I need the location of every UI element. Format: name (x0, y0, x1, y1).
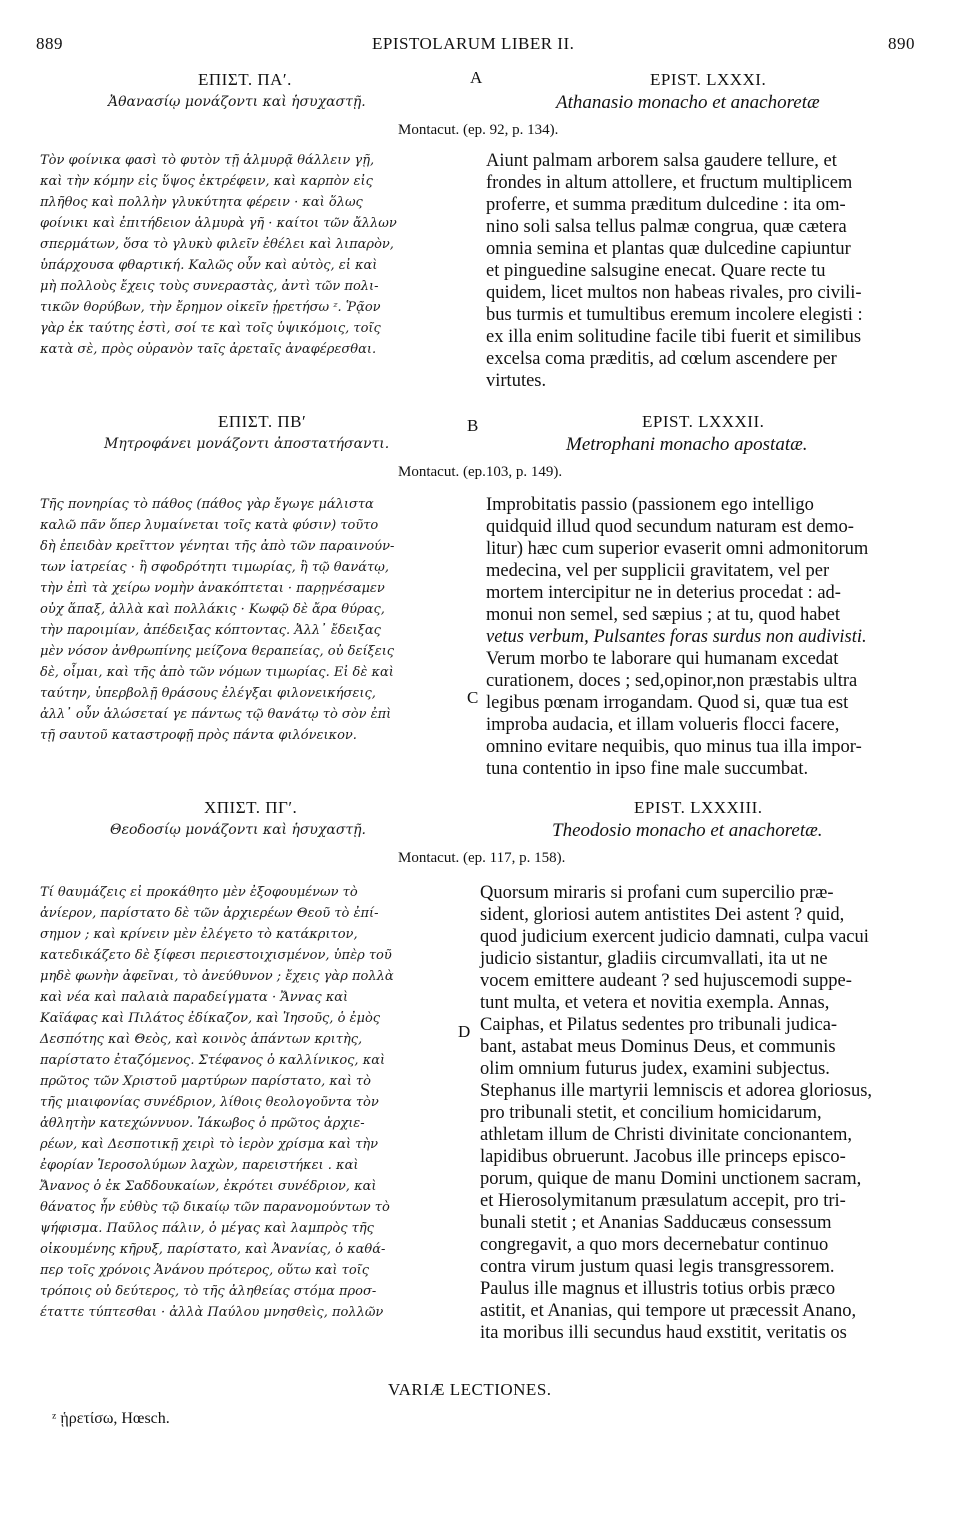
greek-line: τῇ σαυτοῦ καταστροφῇ πρὸς πάντα φιλόνεικον. (40, 728, 357, 743)
greek-line: φοίνικι καὶ ἐπιτήδειον ἁλμυρὰ γῆ · καίτοι τῶν ἄλλων (40, 216, 397, 231)
greek-line: παρίστατο ἐταζόμενος. Στέφανος ὁ καλλίνικος, καὶ (40, 1053, 386, 1068)
greek-line: δὴ ἐπειδὰν κρεῖττον γένηται τῆς ἀπὸ τῶν παραινούν- (40, 539, 395, 554)
latin-line: congregavit, a quo mors decernebatur continuo (480, 1235, 829, 1255)
latin-line: quidquid illud quod secundum naturam est demo- (486, 517, 854, 537)
latin-epistle-83-title: EPIST. LXXXIII. (634, 798, 763, 817)
greek-epistle-82-title: ΕΠΙΣΤ. ΠΒʹ (218, 412, 307, 431)
greek-line: πλῆθος καὶ πολλὴν γλυκύτητα φέρειν · καὶ ὅλως (40, 195, 363, 210)
latin-line: porum, quique de manu Domini unctionem sacram, (480, 1169, 862, 1189)
greek-line: καλῶ πᾶν ὅπερ λυμαίνεται τοῖς κατὰ φύσιν) τοῦτο (40, 518, 379, 533)
latin-epistle-82-title: EPIST. LXXXII. (642, 412, 765, 431)
latin-line: virtutes. (486, 371, 547, 391)
latin-line: pro tribunali stetit, et concilium homicidarum, (480, 1103, 822, 1123)
margin-letter-c: C (467, 688, 479, 707)
variant-reading-note: ᶻ ᾑρετίσω, Hœsch. (52, 1410, 170, 1427)
greek-line: των ἰατρείας · ἢ σφοδρότητι τιμωρίας, ἢ τῷ θανάτῳ, (40, 560, 389, 575)
greek-line: τρόποις οὐ δεύτερος, τὸ τῆς ἀληθείας στόμα προσ- (40, 1284, 377, 1299)
greek-line: τὴν παροιμίαν, ἀπέδειξας κόπτοντας. Ἀλλ᾽ ἔδειξας (40, 623, 381, 638)
latin-line: Verum morbo te laborare qui humanam excedat (486, 649, 839, 669)
latin-line: excelsa coma præditis, ad cœlum ascendere per (486, 349, 837, 369)
margin-letter-b: B (467, 416, 479, 435)
greek-line: κατὰ σὲ, πρὸς οὐρανὸν ταῖς ἀρεταῖς ἀναφέρεσθαι. (40, 342, 377, 357)
greek-line: ἀλλ᾽ οὖν ἁλώσεταί γε πάντως τῷ θανάτῳ τὸ σὸν ἐπὶ (40, 707, 392, 722)
greek-line: ψήφισμα. Παῦλος πάλιν, ὁ μέγας καὶ λαμπρὸς τῆς (40, 1221, 374, 1236)
greek-line: μηδὲ φωνὴν ἀφεῖναι, τὸ ἀνεύθυνον ; ἔχεις γὰρ πολλὰ (40, 969, 394, 984)
latin-line: judicio sistantur, gladiis circumvallati, ita ut ne (480, 949, 828, 969)
greek-epistle-83-addressee: Θεοδοσίῳ μονάζοντι καὶ ἡσυχαστῇ. (110, 822, 366, 838)
latin-line: frondes in altum attollere, et fructum multiplicem (486, 173, 853, 193)
latin-line: vetus verbum, Pulsantes foras surdus non audivisti. (486, 627, 867, 647)
greek-line: Τί θαυμάζεις εἰ προκάθητο μὲν ἐξοφουμένων τὸ (40, 885, 358, 900)
latin-line: contra virum justum quasi legis transgressorem. (480, 1257, 835, 1277)
latin-line: vocem emittere audeant ? sed hujuscemodi suppe- (480, 971, 852, 991)
latin-line: proferre, et summa præditum dulcedine : ita om- (486, 195, 846, 215)
greek-line: ἀθλητὴν κατεχώννυον. Ἰάκωβος ὁ πρῶτος ἀρχιε- (40, 1116, 365, 1131)
greek-epistle-83-text (40, 882, 460, 1323)
greek-line: δὲ, οἶμαι, καὶ τῆς ἀπὸ τῶν νόμων τιμωρίας. Εἰ δὲ καὶ (40, 665, 394, 680)
page-number-left: 889 (36, 34, 63, 53)
greek-epistle-82-text (40, 494, 460, 746)
latin-line: curationem, doces ; sed,opinor,non præstabis ultra (486, 671, 858, 691)
latin-line: quidem, licet multos non habeas rivales, pro civili- (486, 283, 862, 303)
latin-line: litur) hæc cum superior evaserit omni admonitorum (486, 539, 869, 559)
latin-epistle-82-text (486, 494, 926, 780)
latin-epistle-81-title: EPIST. LXXXI. (650, 70, 767, 89)
greek-line: Τῆς πονηρίας τὸ πάθος (πάθος γὰρ ἔγωγε μάλιστα (40, 497, 374, 512)
greek-line: Ἄνανος ὁ ἐκ Σαδδουκαίων, ἐκρότει συνέδριον, καὶ (40, 1179, 377, 1194)
greek-line: κατεδικάζετο δὲ ξίφεσι περιεστοιχισμένον, ὑπὲρ τοῦ (40, 948, 392, 963)
latin-line: bus turmis et tumultibus eremum incolere elegisti : (486, 305, 863, 325)
latin-line: Aiunt palmam arborem salsa gaudere tellure, et (486, 151, 837, 171)
latin-line: ex illa enim solitudine facile tibi fuerit et similibus (486, 327, 862, 347)
latin-line: ita moribus illi secundus haud exstitit, veritatis os (480, 1323, 847, 1343)
greek-line: τῆς μιαιφονίας συνέδριον, λίθοις θεολογοῦντα τὸν (40, 1095, 379, 1110)
latin-line: Caiphas, et Pilatus sedentes pro tribunali judica- (480, 1015, 838, 1035)
latin-line: monui non semel, sed sæpius ; at tu, quod habet (486, 605, 841, 625)
greek-line: ταύτην, ὑπερβολῇ θράσους ἐλέγξαι φιλονεικήσεις, (40, 686, 376, 701)
latin-line: legibus pœnam irrogandam. Quod si, quæ tua est (486, 693, 849, 713)
greek-line: καὶ νέα καὶ παλαιὰ παραδείγματα · Ἄννας καὶ (40, 990, 349, 1005)
greek-line: μὲν νόσον ἀνθρωπίνης μείζονα θεραπείας, οὐ δείξεις (40, 644, 395, 659)
latin-line: medecina, vel per supplicii gravitatem, vel per (486, 561, 830, 581)
latin-line: omnia semina et plantas quæ dulcedine capiuntur (486, 239, 851, 259)
greek-epistle-81-text (40, 150, 460, 360)
latin-epistle-83-addressee: Theodosio monacho et anachoretæ. (552, 820, 823, 841)
latin-epistle-81-text (486, 150, 926, 392)
margin-letter-d: D (458, 1022, 471, 1041)
greek-line: ἐφορίαν Ἱεροσολύμων λαχὼν, παρειστήκει . καὶ (40, 1158, 359, 1173)
latin-line: olim omnium futurus judex, examini subjectus. (480, 1059, 830, 1079)
latin-line: bunali stetit ; et Ananias Sadducæus consessum (480, 1213, 832, 1233)
greek-line: πρῶτος τῶν Χριστοῦ μαρτύρων παρίστατο, καὶ τὸ (40, 1074, 371, 1089)
greek-line: Τὸν φοίνικα φασὶ τὸ φυτὸν τῇ ἁλμυρᾷ θάλλειν γῇ, (40, 153, 375, 168)
latin-epistle-82-addressee: Metrophani monacho apostatæ. (566, 434, 808, 455)
latin-line: et pinguedine salsugine enecat. Quare recte tu (486, 261, 826, 281)
greek-epistle-81-title: ΕΠΙΣΤ. ΠΑʹ. (198, 70, 292, 89)
greek-epistle-81-addressee: Ἀθανασίῳ μονάζοντι καὶ ἡσυχαστῇ. (108, 94, 366, 110)
epistle-83-source: Montacut. (ep. 117, p. 158). (398, 850, 566, 866)
epistle-82-source: Montacut. (ep.103, p. 149). (398, 464, 563, 480)
greek-line: μὴ πολλοὺς ἔχεις τοὺς συνεραστὰς, ἀντὶ τῶν πολι- (40, 279, 379, 294)
latin-line: athletam illum de Christi divinitate concionantem, (480, 1125, 852, 1145)
greek-line: γὰρ ἐκ ταύτης ἐστὶ, σοί τε καὶ τοῖς ὑψικόμοις, τοῖς (40, 321, 381, 336)
latin-line: improba audacia, et illam volueris flocci facere, (486, 715, 840, 735)
latin-line: mortem intercipitur ne in deterius procedat : ad- (486, 583, 841, 603)
greek-line: θάνατος ἦν εὐθὺς τῷ δικαίῳ τῶν παρανομούντων τὸ (40, 1200, 390, 1215)
latin-line: astitit, et Ananias, qui tempore ut præcessit Anano, (480, 1301, 857, 1321)
latin-line: lapidibus obruerunt. Jacobus ille princeps episco- (480, 1147, 846, 1167)
greek-line: Δεσπότης καὶ Θεὸς, καὶ κοινὸς ἁπάντων κριτὴς, (40, 1032, 363, 1047)
margin-letter-a: A (470, 68, 483, 87)
latin-line: Paulus ille magnus et illustris totius orbis præco (480, 1279, 836, 1299)
greek-line: τὴν ἐπὶ τὰ χείρω νομὴν ἀνακόπτεται · παρῃνέσαμεν (40, 581, 385, 596)
greek-line: ὑπάρχουσα φθαρτική. Καλῶς οὖν καὶ αὐτὸς, εἰ καὶ (40, 258, 378, 273)
greek-line: σημον ; καὶ κρίνειν μὲν ἐλέγετο τὸ κατάκριτον, (40, 927, 358, 942)
latin-line: Stephanus ille martyrii lemniscis et adorea gloriosus, (480, 1081, 873, 1101)
latin-line: omnino evitare nequibis, quo minus tua illa impor- (486, 737, 862, 757)
greek-line: τικῶν θορύβων, τὴν ἔρημον οἰκεῖν ᾑρετήσω ᶻ. Ῥᾷον (40, 300, 381, 315)
latin-line: et Hierosolymitanum præsulatum accepit, pro tri- (480, 1191, 846, 1211)
latin-line: sident, gloriosi autem antistites Dei astent ? quid, (480, 905, 845, 925)
greek-line: οἰκουμένης κῆρυξ, παρίστατο, καὶ Ἀνανίας, ὁ καθά- (40, 1242, 386, 1257)
greek-epistle-82-addressee: Μητροφάνει μονάζοντι ἀποστατήσαντι. (104, 436, 390, 452)
greek-line: οὐχ ἅπαξ, ἀλλὰ καὶ πολλάκις · Κωφῷ δὲ ἄρα θύρας, (40, 602, 385, 617)
greek-line: σπερμάτων, ὅσα τὸ γλυκὺ φιλεῖν ἐθέλει καὶ λιπαρὸν, (40, 237, 394, 252)
greek-epistle-83-title: ΧΠΙΣΤ. ΠΓʹ. (204, 798, 298, 817)
greek-line: ρέων, καὶ Δεσποτικῇ χειρὶ τὸ ἱερὸν χρίσμα καὶ τὴν (40, 1137, 379, 1152)
running-title: EPISTOLARUM LIBER II. (372, 34, 575, 53)
latin-line: tuna contentio in ipso fine male succumbat. (486, 759, 809, 779)
variae-lectiones-heading: VARIÆ LECTIONES. (388, 1380, 552, 1399)
latin-line: bant, astabat meus Dominus Deus, et communis (480, 1037, 836, 1057)
greek-line: έταττε τύπτεσθαι · ἀλλὰ Παύλου μνησθεὶς, πολλῶν (40, 1305, 384, 1320)
latin-line: nino soli salsa tellus palmæ congrua, quæ cætera (486, 217, 847, 237)
latin-line: Improbitatis passio (passionem ego intelligo (486, 495, 814, 515)
epistle-81-source: Montacut. (ep. 92, p. 134). (398, 122, 559, 138)
latin-line: Quorsum miraris si profani cum supercilio præ- (480, 883, 834, 903)
greek-line: περ τοῖς χρόνοις Ἀνάνου πρότερος, οὕτω καὶ τοῖς (40, 1263, 370, 1278)
latin-line: tunt multa, et vetera et novitia exempla. Annas, (480, 993, 830, 1013)
greek-line: καὶ τὴν κόμην εἰς ὕψος ἐκτρέφειν, καὶ καρπὸν εἰς (40, 174, 373, 189)
latin-line: quod judicium exercent judicio damnati, culpa vacui (480, 927, 869, 947)
latin-epistle-83-text (480, 882, 926, 1344)
latin-epistle-81-addressee: Athanasio monacho et anachoretæ (556, 92, 820, 113)
greek-line: ἀνίερον, παρίστατο δὲ τῶν ἀρχιερέων Θεοῦ τὸ ἐπί- (40, 906, 379, 921)
greek-line: Καϊάφας καὶ Πιλάτος ἐδίκαζον, καὶ Ἰησοῦς, ὁ ἐμὸς (40, 1011, 381, 1026)
page-number-right: 890 (888, 34, 915, 53)
